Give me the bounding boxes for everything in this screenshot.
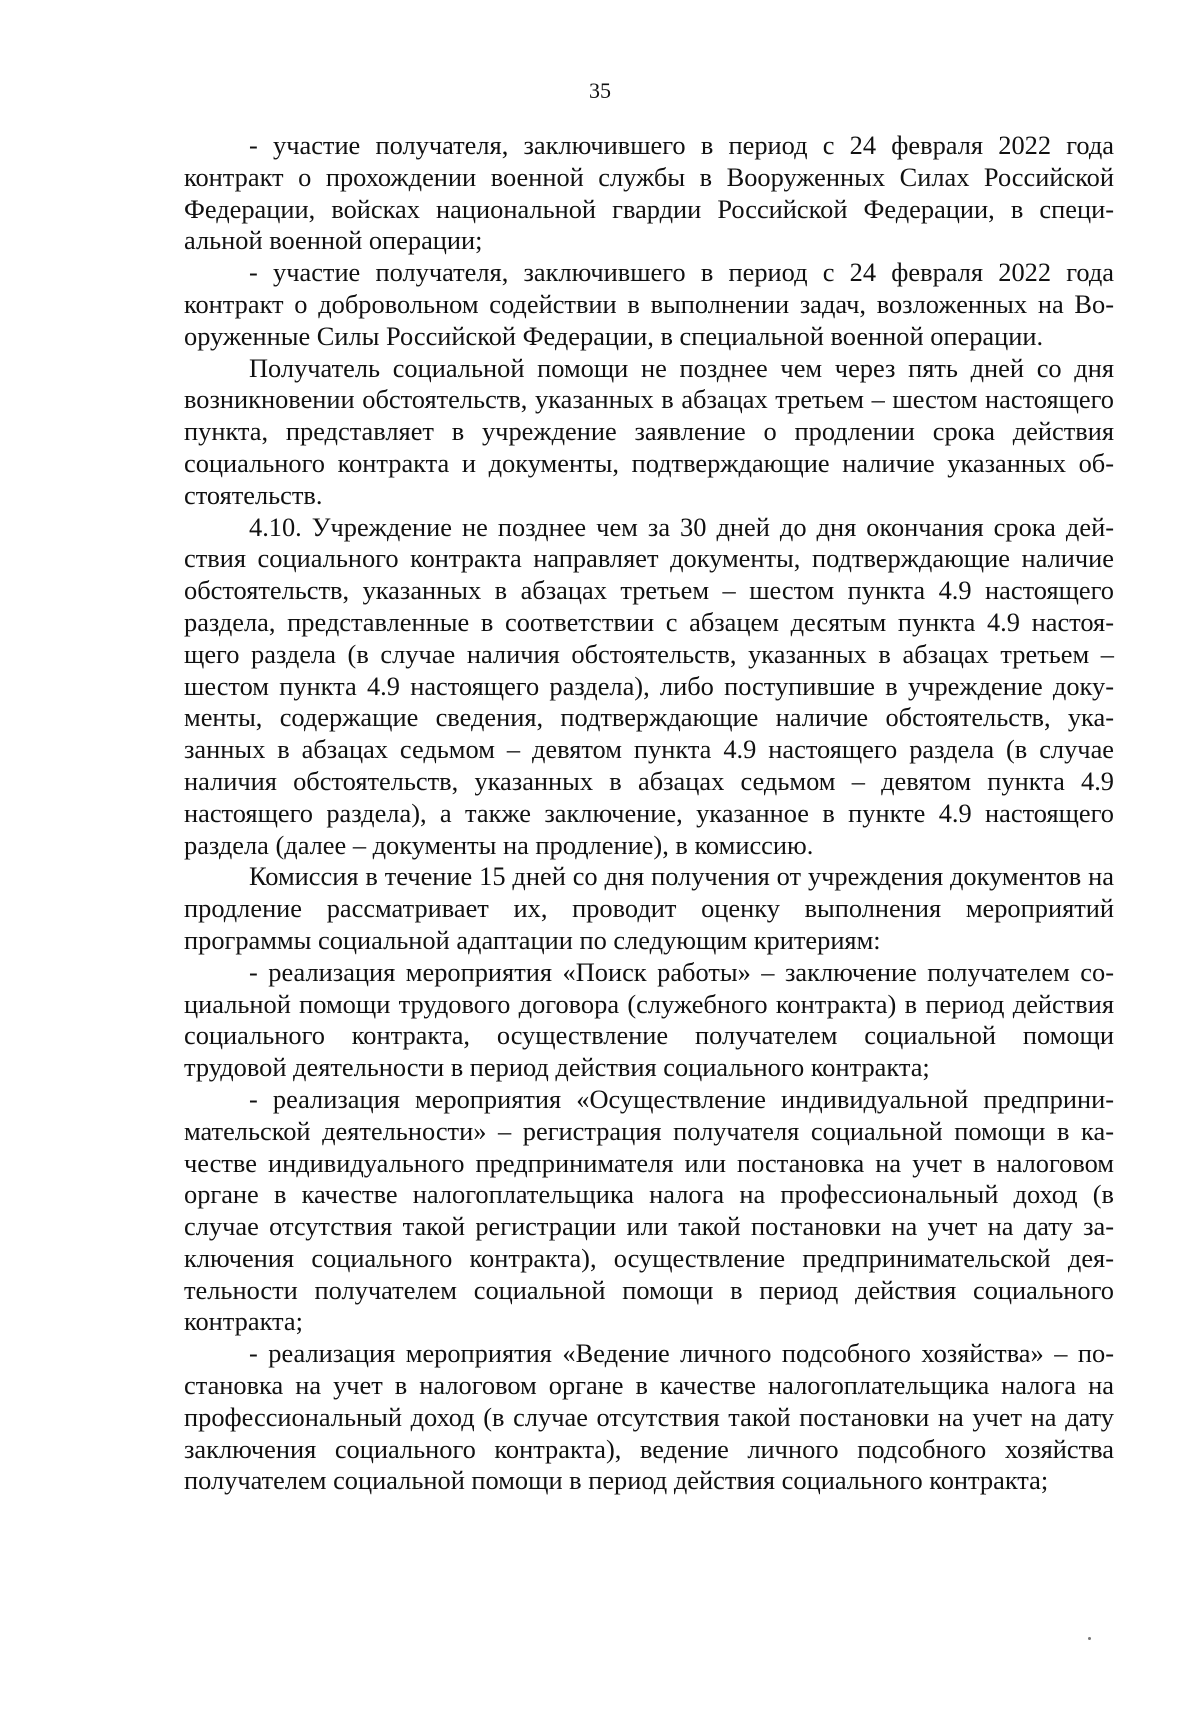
paragraph-entrepreneurship-criterion: - реализация мероприятия «Осуществление индивидуальной предпринимательской деятельности» – регистрация получателя социальной помощи в качестве индивидуального предпринимателя или постановка на учет в налоговом органе в качестве налогоплательщика налога на профессиональный доход (в случае отсутствия такой регистрации или такой постановки на учет на дату заключения социального контракта), осуществление предпринимательской деятельности получателем социальной помощи в период действия социального контракта; [184, 1083, 1114, 1337]
page-number: 35 [589, 78, 611, 103]
paragraph-extension-application: Получатель социальной помощи не позднее чем через пять дней со дня возникновении обстоятельств, указанных в абзацах третьем – шестом настоящего пункта, представляет в учреждение заявление о продлении срока действия социального контракта и документы, подтверждающие наличие указанных обстоятельств. [184, 352, 1114, 510]
paragraph-household-criterion: - реализация мероприятия «Ведение личного подсобного хозяйства» – постановка на учет в налоговом органе в качестве налогоплательщика налога на профессиональный доход (в случае отсутствия такой постановки на учет на дату заключения социального контракта), ведение личного подсобного хозяйства получателем социальной помощи в период действия социального контракта; [184, 1338, 1114, 1496]
paragraph-job-search-criterion: - реализация мероприятия «Поиск работы» – заключение получателем социальной помощи трудового договора (служебного контракта) в период действия социального контракта, осуществление получателем социальной помощи трудовой деятельности в период действия социального контракта; [184, 956, 1114, 1083]
paragraph-military-contract: - участие получателя, заключившего в период с 24 февраля 2022 года контракт о прохождении военной службы в Вооруженных Силах Российской Федерации, войсках национальной гвардии Российской Федерации, в специальной военной операции; [184, 130, 1114, 256]
paragraph-volunteer-contract: - участие получателя, заключившего в период с 24 февраля 2022 года контракт о добровольном содействии в выполнении задач, возложенных на Вооруженные Силы Российской Федерации, в специальной военной операции. [184, 257, 1114, 351]
scan-mark [1088, 1637, 1091, 1640]
document-body [184, 130, 1114, 1497]
paragraph-commission-review: Комиссия в течение 15 дней со дня получения от учреждения документов на продление рассматривает их, проводит оценку выполнения мероприятий программы социальной адаптации по следующим критериям: [184, 861, 1114, 955]
paragraph-section-4-10: 4.10. Учреждение не позднее чем за 30 дней до дня окончания срока действия социального контракта направляет документы, подтверждающие наличие обстоятельств, указанных в абзацах третьем – шестом пункта 4.9 настоящего раздела, представленные в соответствии с абзацем десятым пункта 4.9 настоящего раздела (в случае наличия обстоятельств, указанных в абзацах третьем – шестом пункта 4.9 настоящего раздела), либо поступившие в учреждение документы, содержащие сведения, подтверждающие наличие обстоятельств, указанных в абзацах седьмом – девятом пункта 4.9 настоящего раздела (в случае наличия обстоятельств, указанных в абзацах седьмом – девятом пункта 4.9 настоящего раздела), а также заключение, указанное в пункте 4.9 настоящего раздела (далее – документы на продление), в комиссию. [184, 511, 1114, 860]
